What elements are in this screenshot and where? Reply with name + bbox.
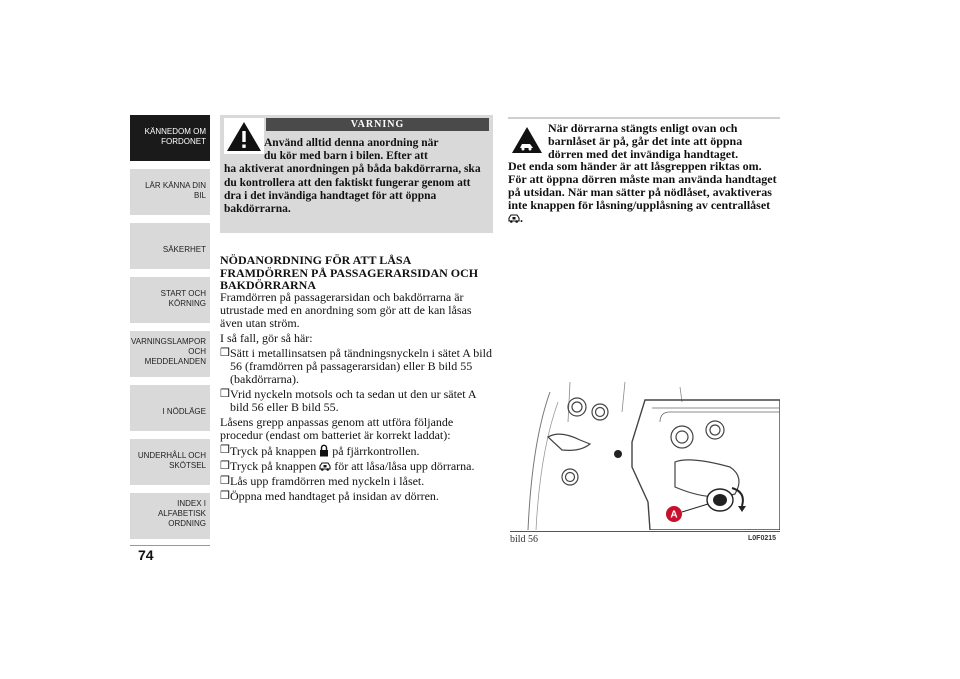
warning-line: Använd alltid denna anordning när xyxy=(264,137,439,149)
tab-label: LÄR KÄNNA DIN BIL xyxy=(145,181,206,200)
notice-body: Det enda som händer är att låsgreppen riktas om. För att öppna dörren måste man använda handtaget på utsidan. När man sätter på nödlåset, avaktiveras inte knappen för låsning/upplåsning av centrallåset xyxy=(508,159,777,212)
right-notice xyxy=(508,122,780,224)
list-item xyxy=(220,444,496,458)
list-item xyxy=(220,490,496,503)
tab-label: UNDERHÅLL OCH SKÖTSEL xyxy=(137,451,206,470)
section-body xyxy=(220,291,496,505)
chapter-sidebar xyxy=(130,115,210,545)
list-item xyxy=(220,460,496,473)
section-heading: NÖDANORDNING FÖR ATT LÅSA FRAMDÖRREN PÅ PASSAGERARSIDAN OCH BAKDÖRRARNA xyxy=(220,253,479,292)
bullet-icon: ❒ xyxy=(220,490,230,502)
tab-lar-kanna-din-bil[interactable] xyxy=(130,169,210,217)
text-fragment: Tryck på knappen xyxy=(230,459,317,473)
tab-label: START OCH KÖRNING xyxy=(160,289,206,308)
figure-rule xyxy=(510,531,780,532)
notice-line: När dörrarna stängts enligt ovan och xyxy=(548,121,738,135)
list-item xyxy=(220,388,496,414)
central-lock-car-icon xyxy=(319,460,331,472)
procedure-paragraph: Låsens grepp anpassas genom att utföra följande procedur (endast om batteriet är korrekt laddat): xyxy=(220,415,454,442)
list-item-text xyxy=(230,460,496,473)
text-fragment: för att låsa/låsa upp dörrarna. xyxy=(334,459,475,473)
text-fragment: Tryck på knappen xyxy=(230,444,317,458)
bullet-icon: ❒ xyxy=(220,460,230,472)
tab-underhall-och-skotsel[interactable] xyxy=(130,439,210,487)
padlock-icon xyxy=(319,444,329,457)
page-number: 74 xyxy=(138,547,154,563)
tab-kannedom-om-fordonet[interactable] xyxy=(130,115,210,163)
list-item-text: Lås upp framdörren med nyckeln i låset. xyxy=(230,474,425,488)
lead-paragraph: I så fall, gör så här: xyxy=(220,331,313,345)
list-item-text xyxy=(230,444,496,458)
sidebar-divider xyxy=(130,545,210,546)
tab-label: INDEX I ALFABETISK ORDNING xyxy=(157,499,206,528)
tab-varningslampor[interactable] xyxy=(130,331,210,379)
tab-label: VARNINGSLAMPOR OCH MEDDELANDEN xyxy=(131,337,206,366)
door-lock-illustration xyxy=(510,382,780,530)
warning-text xyxy=(224,137,486,216)
text-fragment: på fjärrkontrollen. xyxy=(332,444,420,458)
notice-end: . xyxy=(520,210,523,225)
right-column-rule xyxy=(508,117,780,119)
tab-sakerhet[interactable] xyxy=(130,223,210,271)
warning-title: VARNING xyxy=(266,118,489,131)
figure-code: L0F0215 xyxy=(748,535,777,542)
figure-caption: bild 56 xyxy=(510,534,539,545)
list-item-text: Vrid nyckeln motsols och ta sedan ut den ur sätet A bild 56 eller B bild 55. xyxy=(230,387,476,414)
bullet-icon: ❒ xyxy=(220,347,230,359)
bullet-icon: ❒ xyxy=(220,475,230,487)
intro-paragraph: Framdörren på passagerarsidan och bakdörrarna är utrustade med en anordning som gör att de kan låsas även utan ström. xyxy=(220,290,472,330)
tab-label: KÄNNEDOM OM FORDONET xyxy=(144,127,206,146)
tab-label: I NÖDLÄGE xyxy=(162,407,206,416)
warning-line: du kör med barn i bilen. Efter att xyxy=(264,150,428,163)
figure-marker-a: A xyxy=(670,509,678,521)
tab-label: SÄKERHET xyxy=(162,245,206,254)
bullet-icon: ❒ xyxy=(220,388,230,400)
notice-line: barnlåset är på, går det inte att öppna xyxy=(548,133,743,148)
list-item-text: Sätt i metallinsatsen på tändningsnyckeln i sätet A bild 56 (framdörren på passagerarsidan) eller B bild 55 (bakdörrarna). xyxy=(230,346,492,386)
warning-body: ha aktiverat anordningen på båda bakdörrarna, ska du kontrollera att den faktiskt fungerar genom att dra i det invändiga handtaget för att öppna bakdörrarna. xyxy=(224,163,481,216)
tab-index[interactable] xyxy=(130,493,210,541)
notice-line: dörren med det invändiga handtaget. xyxy=(548,146,739,161)
tab-start-och-korning[interactable] xyxy=(130,277,210,325)
list-item xyxy=(220,475,496,488)
list-item xyxy=(220,347,496,386)
tab-i-nodlage[interactable] xyxy=(130,385,210,433)
bullet-icon: ❒ xyxy=(220,444,230,456)
list-item-text: Öppna med handtaget på insidan av dörren. xyxy=(230,489,439,503)
central-lock-car-icon xyxy=(508,212,520,224)
